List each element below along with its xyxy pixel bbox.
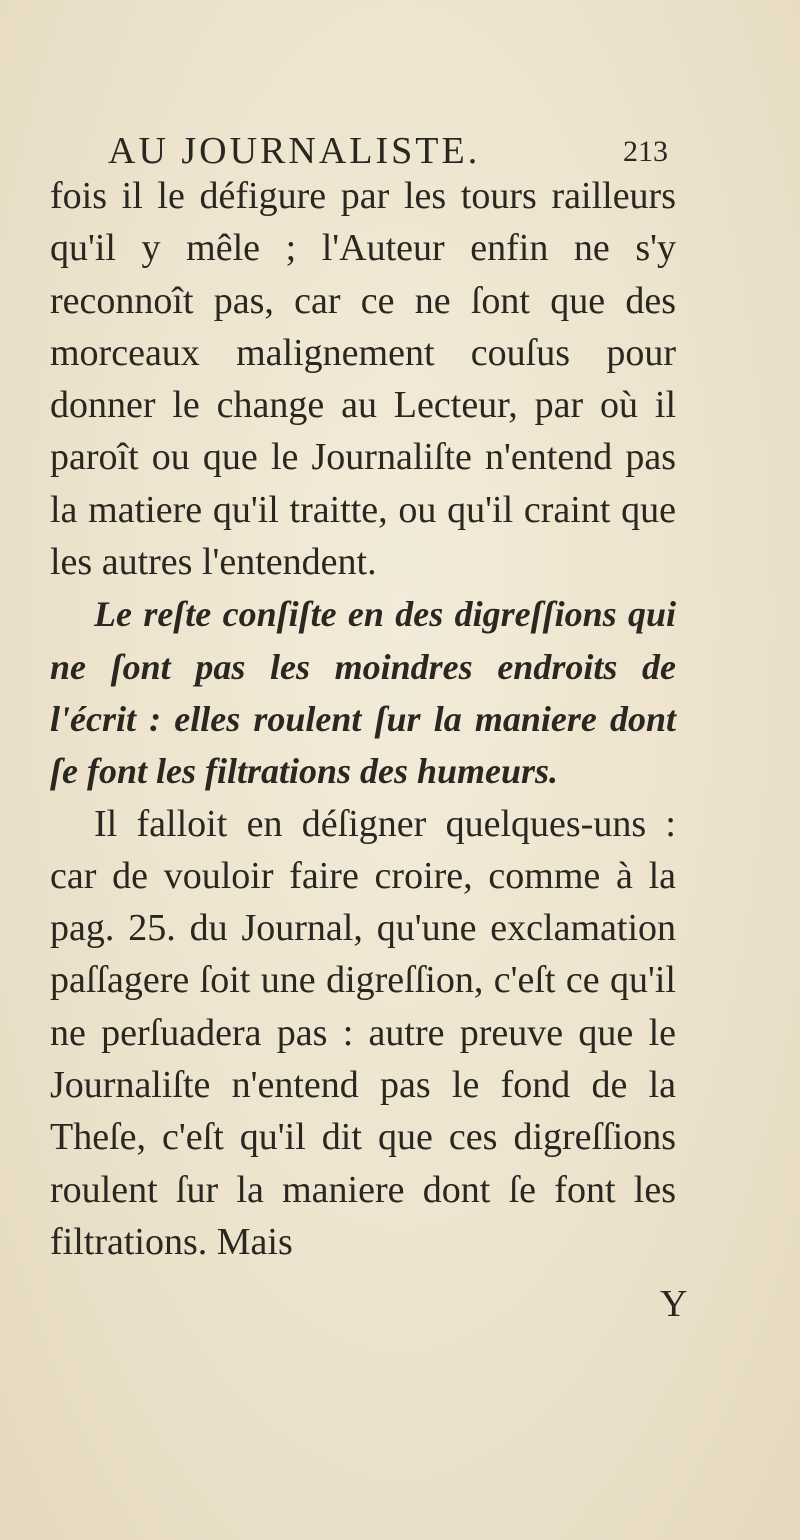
page-number: 213 bbox=[623, 135, 668, 168]
paragraph-3: Il falloit en déſigner quelques-uns : car de vouloir faire croire, comme à la pag. 25. du Journal, qu'une exclamation paſſagere ſoit une digreſſion, c'eſt ce qu'il ne perſuadera pas : autre preuve que le Journaliſte n'entend pas le fond de la Theſe, c'eſt qu'il dit que ces digreſſions roulent ſur la maniere dont ſe font les filtrations. Mais bbox=[50, 802, 676, 1263]
page-header bbox=[108, 126, 668, 176]
running-head: AU JOURNALISTE. bbox=[108, 130, 481, 172]
catchword: Y bbox=[660, 1283, 688, 1325]
paragraph-1: fois il le défigure par les tours railleurs qu'il y mêle ; l'Auteur enfin ne s'y reconnoît pas, car ce ne ſont que des morceaux malignement couſus pour donner le change au Lecteur, par où il paroît ou que le Journaliſte n'entend pas la matiere qu'il traitte, ou qu'il craint que les autres l'entendent. bbox=[50, 175, 676, 584]
paragraph-2-italic: Le reſte conſiſte en des digreſſions qui ne ſont pas les moindres endroits de l'écrit : elles roulent ſur la maniere dont ſe font les filtrations des humeurs. bbox=[50, 594, 676, 792]
body-text bbox=[50, 170, 676, 1268]
